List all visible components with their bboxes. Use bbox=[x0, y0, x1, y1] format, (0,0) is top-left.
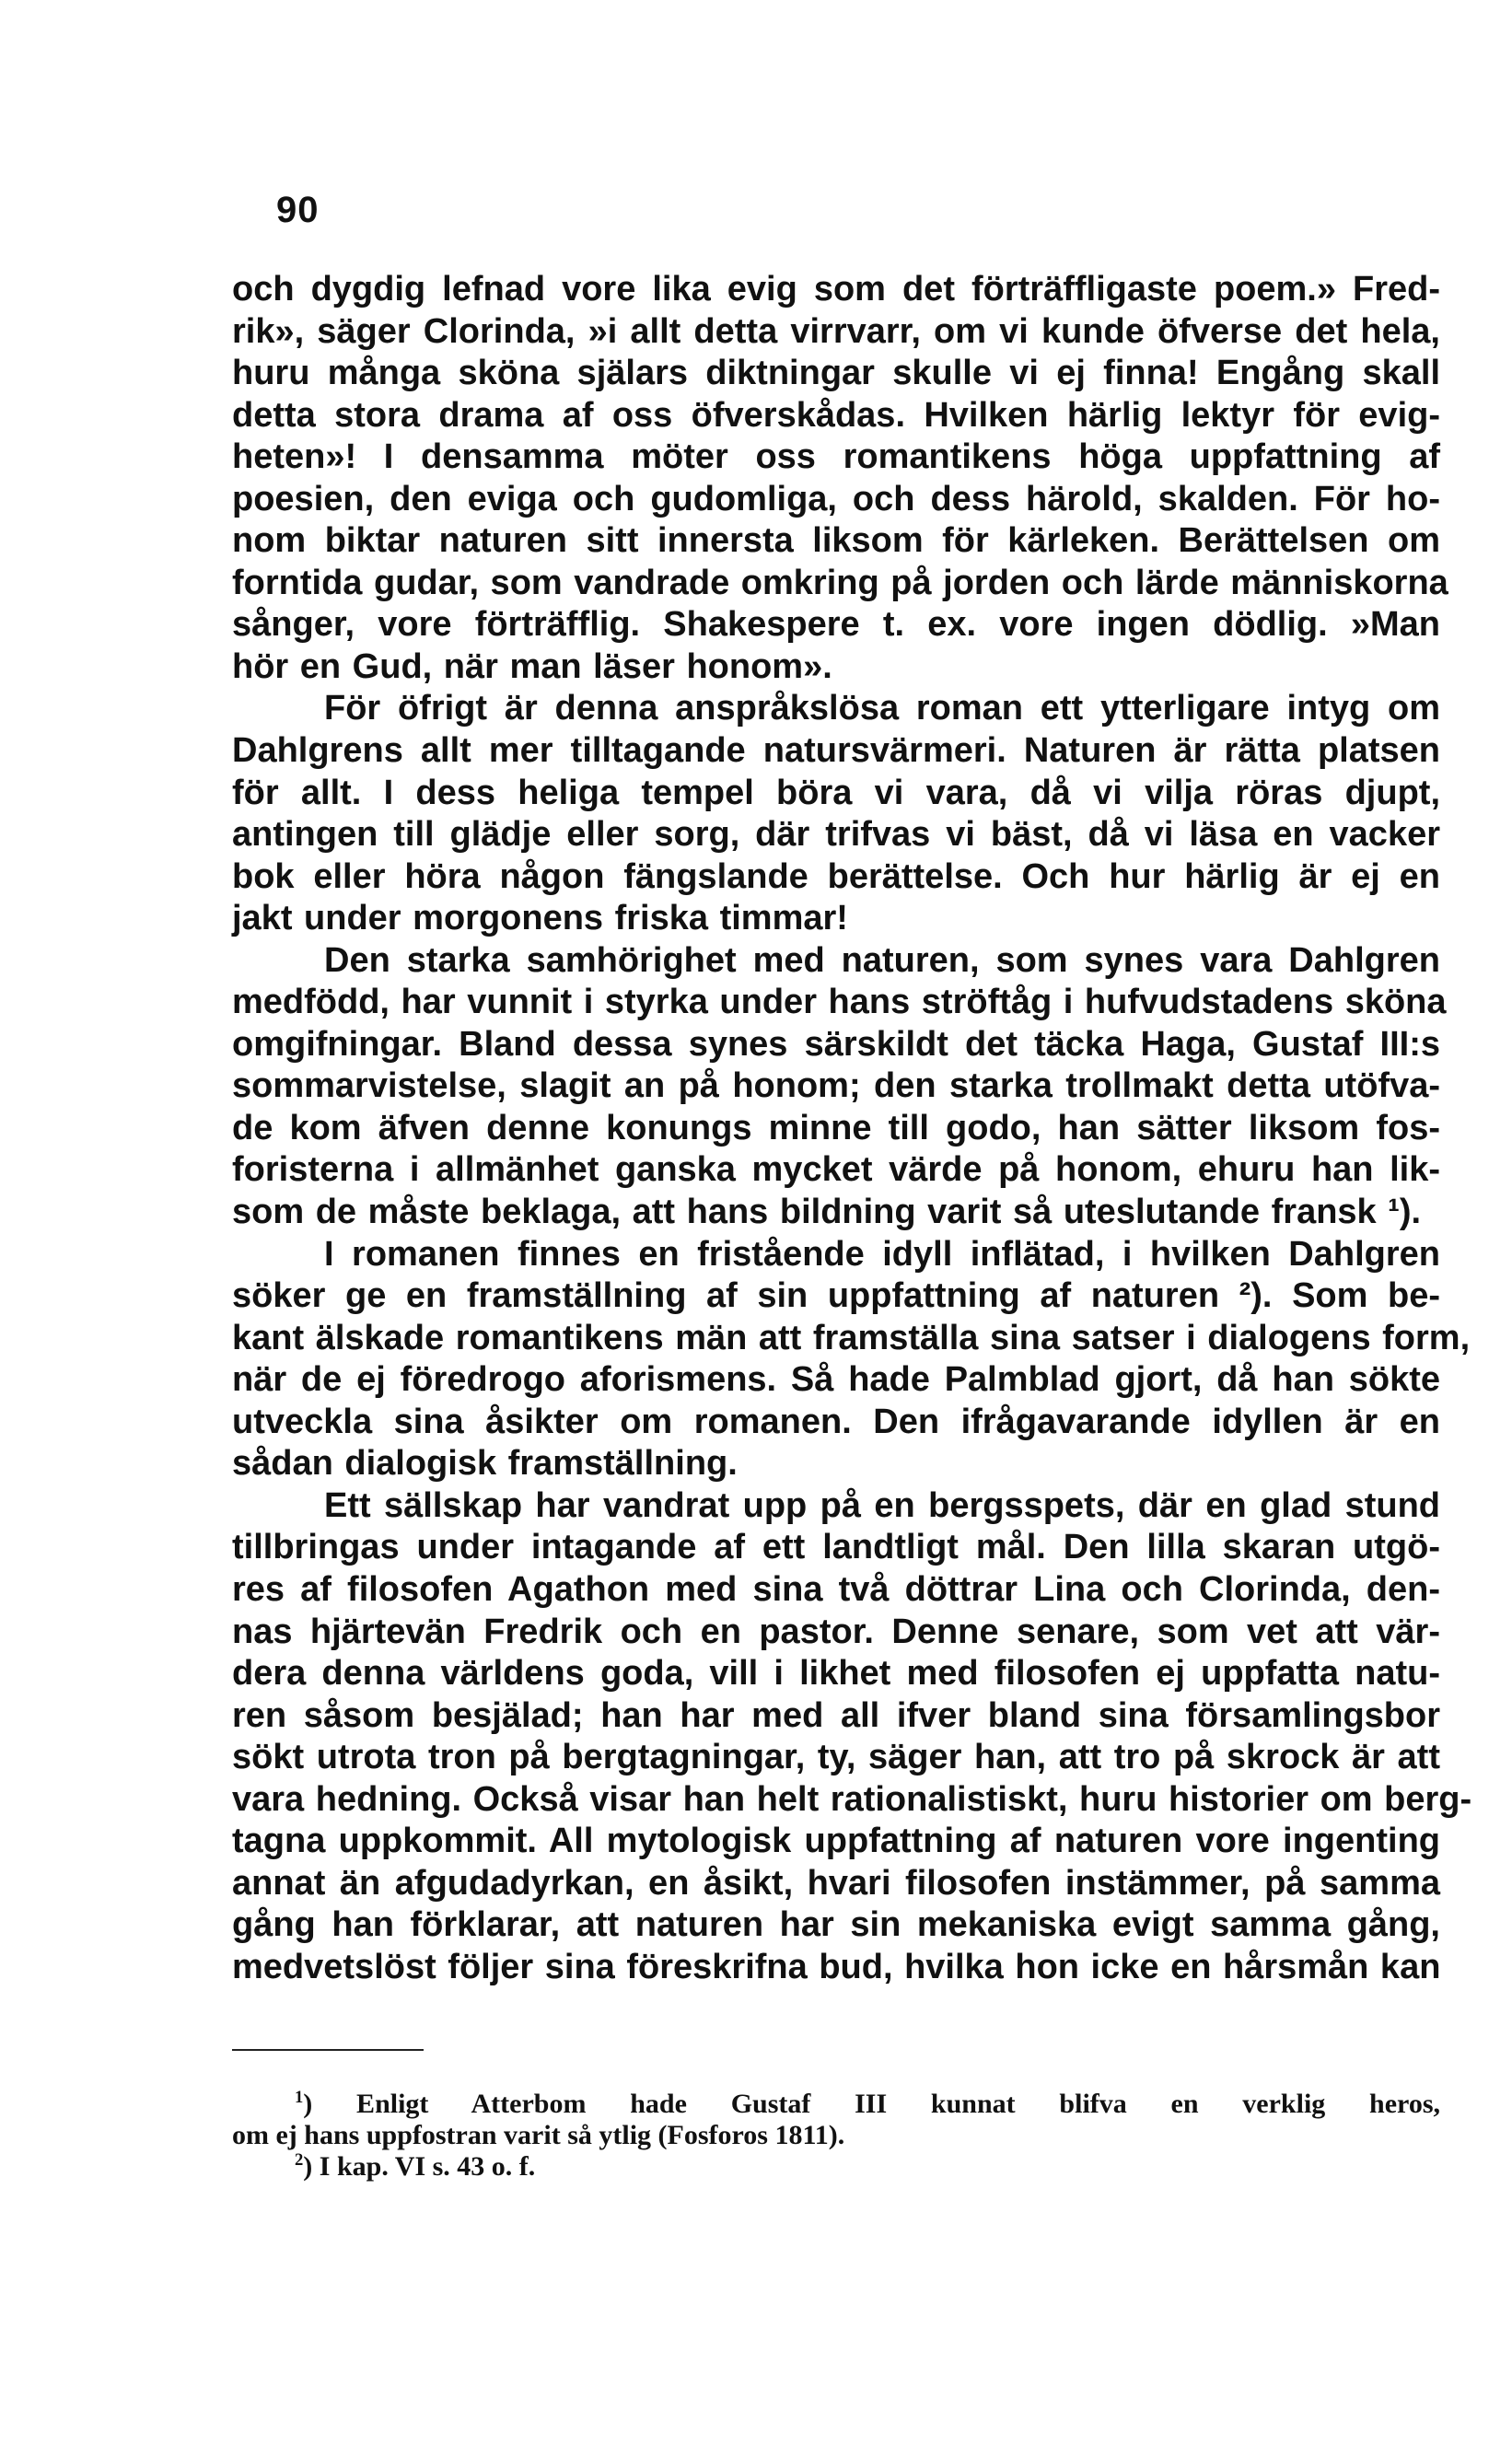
footnote-1-line-1 bbox=[232, 2089, 1440, 2120]
body-line: Den starka samhörighet med naturen, som synes vara Dahlgren bbox=[324, 940, 1440, 980]
body-line: tagna uppkommit. All mytologisk uppfattning af naturen vore ingenting bbox=[232, 1822, 1440, 1861]
body-line: Ett sällskap har vandrat upp på en bergsspets, där en glad stund bbox=[324, 1485, 1440, 1525]
body-line: som de måste beklaga, att hans bildning varit så uteslutande fransk ¹). bbox=[232, 1193, 1422, 1232]
body-line: bok eller höra någon fängslande berättelse. Och hur härlig är ej en bbox=[232, 856, 1440, 896]
body-line: huru många sköna själars diktningar skulle vi ej finna! Engång skall bbox=[232, 354, 1440, 393]
body-line: när de ej föredrogo aforismens. Så hade Palmblad gjort, då han sökte bbox=[232, 1360, 1440, 1400]
body-line: dera denna världens goda, vill i likhet med filosofen ej uppfatta natu- bbox=[232, 1654, 1440, 1694]
body-line: utveckla sina åsikter om romanen. Den ifrågavarande idyllen är en bbox=[232, 1402, 1440, 1441]
body-line: och dygdig lefnad vore lika evig som det förträffligaste poem.» Fred- bbox=[232, 270, 1440, 309]
body-line: sommarvistelse, slagit an på honom; den starka trollmakt detta utöfva- bbox=[232, 1066, 1440, 1106]
body-line: omgifningar. Bland dessa synes särskildt det täcka Haga, Gustaf III:s bbox=[232, 1024, 1440, 1064]
body-line: söker ge en framställning af sin uppfattning af naturen ²). Som be- bbox=[232, 1276, 1440, 1316]
body-line: poesien, den eviga och gudomliga, och dess härold, skalden. För ho- bbox=[232, 479, 1440, 518]
footnote-2-text: ) I kap. VI s. 43 o. f. bbox=[303, 2151, 536, 2182]
body-line: nom biktar naturen sitt innersta liksom för kärleken. Berättelsen om bbox=[232, 521, 1440, 561]
body-line: forntida gudar, som vandrade omkring på jorden och lärde människorna bbox=[232, 563, 1448, 602]
body-text bbox=[232, 269, 1472, 1988]
footnote-2 bbox=[232, 2151, 1440, 2183]
footnote-1-line-2: om ej hans uppfostran varit så ytlig (Fosforos 1811). bbox=[232, 2120, 845, 2150]
body-line: sökt utrota tron på bergtagningar, ty, säger han, att tro på skrock är att bbox=[232, 1738, 1440, 1777]
footnotes bbox=[232, 2089, 1440, 2183]
body-line: annat än afgudadyrkan, en åsikt, hvari filosofen instämmer, på samma bbox=[232, 1863, 1440, 1903]
body-line: I romanen finnes en fristående idyll inflätad, i hvilken Dahlgren bbox=[324, 1234, 1440, 1274]
body-line: rik», säger Clorinda, »i allt detta virrvarr, om vi kunde öfverse det hela, bbox=[232, 311, 1440, 351]
footnote-divider bbox=[232, 2049, 424, 2051]
body-line: medfödd, har vunnit i styrka under hans ströftåg i hufvudstadens sköna bbox=[232, 983, 1447, 1022]
footnote-1-marker: 1 bbox=[295, 2088, 304, 2107]
body-line: För öfrigt är denna anspråkslösa roman ett ytterligare intyg om bbox=[324, 689, 1440, 728]
body-line: gång han förklarar, att naturen har sin mekaniska evigt samma gång, bbox=[232, 1905, 1440, 1945]
body-line: heten»! I densamma möter oss romantikens höga uppfattning af bbox=[232, 437, 1440, 477]
body-line: ren såsom besjälad; han har med all ifver bland sina församlingsbor bbox=[232, 1695, 1440, 1735]
footnote-1-text: ) Enligt Atterbom hade Gustaf III kunnat blifva en verklig heros, bbox=[303, 2089, 1440, 2119]
body-line: vara hedning. Också visar han helt rationalistiskt, huru historier om berg- bbox=[232, 1779, 1472, 1819]
body-line: sådan dialogisk framställning. bbox=[232, 1444, 738, 1484]
page-number: 90 bbox=[276, 190, 320, 230]
body-line: de kom äfven denne konungs minne till godo, han sätter liksom fos- bbox=[232, 1108, 1440, 1147]
body-line: antingen till glädje eller sorg, där trifvas vi bäst, då vi läsa en vacker bbox=[232, 815, 1440, 855]
body-line: Dahlgrens allt mer tilltagande natursvärmeri. Naturen är rätta platsen bbox=[232, 731, 1440, 771]
body-line: medvetslöst följer sina föreskrifna bud, hvilka hon icke en hårsmån kan bbox=[232, 1947, 1441, 1986]
body-line: hör en Gud, när man läser honom». bbox=[232, 646, 832, 686]
body-line: foristerna i allmänhet ganska mycket värde på honom, ehuru han lik- bbox=[232, 1150, 1440, 1190]
body-line: res af filosofen Agathon med sina två döttrar Lina och Clorinda, den- bbox=[232, 1569, 1440, 1609]
body-line: för allt. I dess heliga tempel böra vi vara, då vi vilja röras djupt, bbox=[232, 773, 1440, 812]
body-line: nas hjärtevän Fredrik och en pastor. Denne senare, som vet att vär- bbox=[232, 1612, 1440, 1651]
footnote-2-marker: 2 bbox=[295, 2150, 304, 2170]
body-line: kant älskade romantikens män att framställa sina satser i dialogens form, bbox=[232, 1318, 1471, 1357]
body-line: detta stora drama af oss öfverskådas. Hvilken härlig lektyr för evig- bbox=[232, 395, 1440, 435]
body-line: tillbringas under intagande af ett landtligt mål. Den lilla skaran utgö- bbox=[232, 1528, 1440, 1567]
body-line: jakt under morgonens friska timmar! bbox=[232, 899, 848, 938]
body-line: sånger, vore förträfflig. Shakespere t. ex. vore ingen dödlig. »Man bbox=[232, 605, 1440, 645]
